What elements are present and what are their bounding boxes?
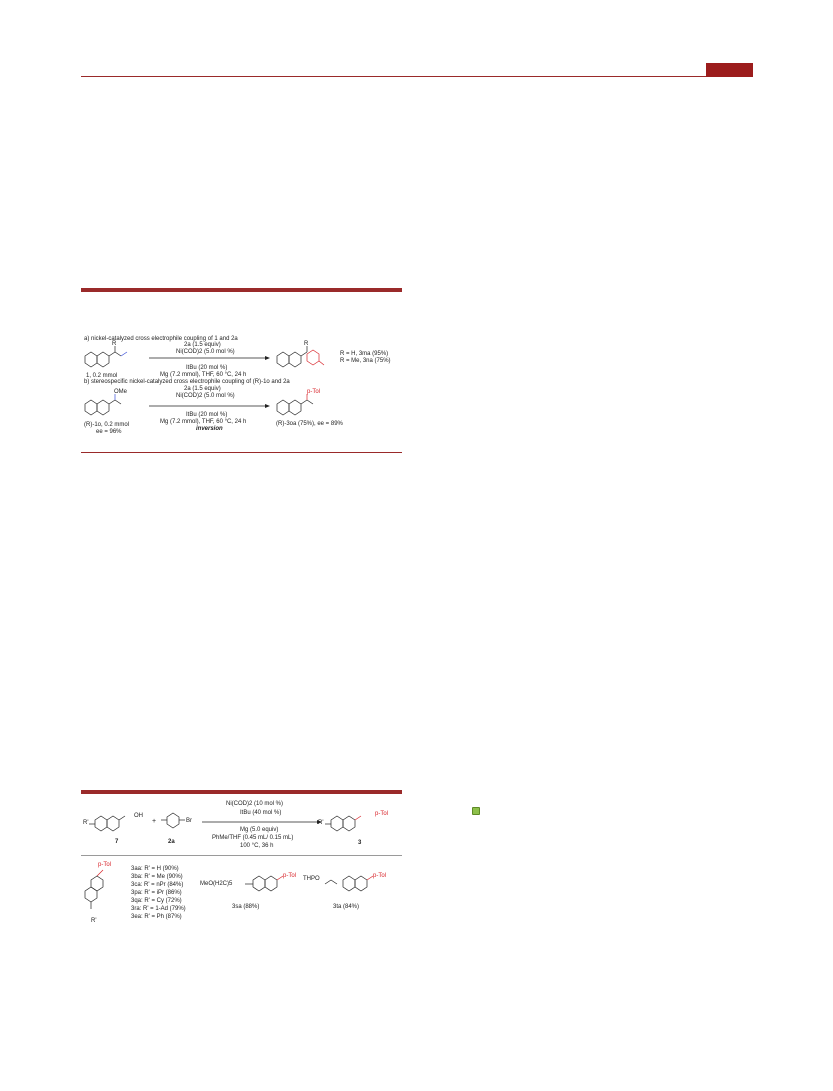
compound-2a-label: 2a bbox=[168, 839, 175, 845]
a-cond-2: Mg (7.2 mmol), THF, 60 °C, 24 h bbox=[160, 372, 247, 378]
scheme2-top-rule bbox=[81, 790, 402, 794]
naphthol-r-label: R' bbox=[83, 820, 89, 826]
b-reagent-2: Ni(COD)2 (5.0 mol %) bbox=[176, 393, 235, 399]
product-3ca: 3ca: R' = nPr (84%) bbox=[131, 882, 184, 888]
sa-yield-label: 3sa (88%) bbox=[232, 904, 260, 910]
generic-r-label: R' bbox=[91, 918, 97, 924]
b-start-label-2: ee = 96% bbox=[96, 429, 122, 435]
b-cond-3: inversion bbox=[196, 426, 223, 432]
s2-cond-4: PhMe/THF (0.45 mL/ 0.15 mL) bbox=[212, 835, 294, 841]
br-label: Br bbox=[186, 818, 192, 824]
product-ptol-label: p-Tol bbox=[375, 811, 389, 817]
a-reagent-1: 2a (1.5 equiv) bbox=[184, 342, 221, 348]
scheme2-structures bbox=[81, 798, 403, 938]
product-3ma bbox=[277, 346, 324, 367]
a-result-2: R = Me, 3na (75%) bbox=[340, 358, 391, 364]
bromotoluene-2a bbox=[161, 813, 185, 828]
generic-ptol-label: p-Tol bbox=[98, 862, 112, 868]
product-3sa bbox=[245, 876, 283, 891]
b-ptol-label: p-Tol bbox=[307, 389, 321, 395]
a-r-label: R bbox=[112, 341, 117, 347]
compound-3-label: 3 bbox=[358, 840, 362, 846]
product-3ra: 3ra: R' = 1-Ad (79%) bbox=[131, 906, 186, 912]
a-result-1: R = H, 3ma (95%) bbox=[340, 351, 389, 357]
s2-cond-3: Mg (5.0 equiv) bbox=[240, 827, 279, 833]
product-3qa: 3qa: R' = Cy (72%) bbox=[131, 898, 182, 904]
header-rule bbox=[81, 76, 753, 77]
product-3ba: 3ba: R' = Me (90%) bbox=[131, 874, 183, 880]
b-start-label-1: (R)-1o, 0.2 mmol bbox=[84, 422, 130, 428]
scheme1-part-a-caption: a) nickel-catalyzed cross electrophile coupling of 1 and 2a bbox=[84, 336, 238, 342]
header-block bbox=[706, 63, 753, 77]
scheme1-top-rule bbox=[81, 288, 402, 292]
product-3pa: 3pa: R' = iPr (86%) bbox=[131, 890, 182, 896]
naphthalene-1 bbox=[85, 346, 127, 367]
scheme1-bottom-rule bbox=[81, 452, 402, 453]
product-3ta bbox=[325, 876, 373, 891]
product-3ea: 3ea: R' = Ph (87%) bbox=[131, 914, 182, 920]
ta-yield-label: 3ta (84%) bbox=[333, 904, 360, 910]
s2-cond-5: 100 °C, 36 h bbox=[240, 843, 274, 849]
product-3aa: 3aa: R' = H (90%) bbox=[131, 866, 179, 872]
plus-sign: + bbox=[152, 818, 157, 825]
sa-ptol-label: p-Tol bbox=[283, 873, 297, 879]
naphthalene-1o bbox=[85, 394, 121, 415]
thpo-label: THPO bbox=[303, 876, 320, 882]
a-r-label-product: R bbox=[304, 341, 309, 347]
product-3oa bbox=[277, 394, 313, 415]
a-reagent-2: Ni(COD)2 (5.0 mol %) bbox=[176, 349, 235, 355]
oh-label: OH bbox=[134, 813, 143, 819]
b-cond-1: ItBu (20 mol %) bbox=[186, 412, 228, 418]
a-cond-1: ItBu (20 mol %) bbox=[186, 365, 228, 371]
naphthol-7 bbox=[89, 816, 125, 831]
product-3 bbox=[325, 816, 361, 831]
compound-7-label: 7 bbox=[115, 839, 119, 845]
meo-label: MeO(H2C)5 bbox=[200, 881, 233, 887]
generic-product-3xa bbox=[85, 870, 103, 909]
product-r-label: R' bbox=[318, 820, 324, 826]
b-cond-2: Mg (7.2 mmol), THF, 60 °C, 24 h bbox=[160, 419, 247, 425]
comment-marker-icon[interactable] bbox=[472, 807, 480, 815]
b-product-label: (R)-3oa (75%), ee = 89% bbox=[276, 421, 343, 427]
scheme1-part-b-caption: b) stereospecific nickel-catalyzed cross electrophile coupling of (R)-1o and 2a bbox=[84, 379, 290, 385]
b-reagent-1: 2a (1.5 equiv) bbox=[184, 386, 221, 392]
s2-cond-1: Ni(COD)2 (10 mol %) bbox=[226, 801, 284, 807]
b-ome-label: OMe bbox=[114, 389, 128, 395]
s2-cond-2: ItBu (40 mol %) bbox=[240, 810, 282, 816]
ta-ptol-label: p-Tol bbox=[373, 873, 387, 879]
a-start-label: 1, 0.2 mmol bbox=[86, 373, 118, 379]
